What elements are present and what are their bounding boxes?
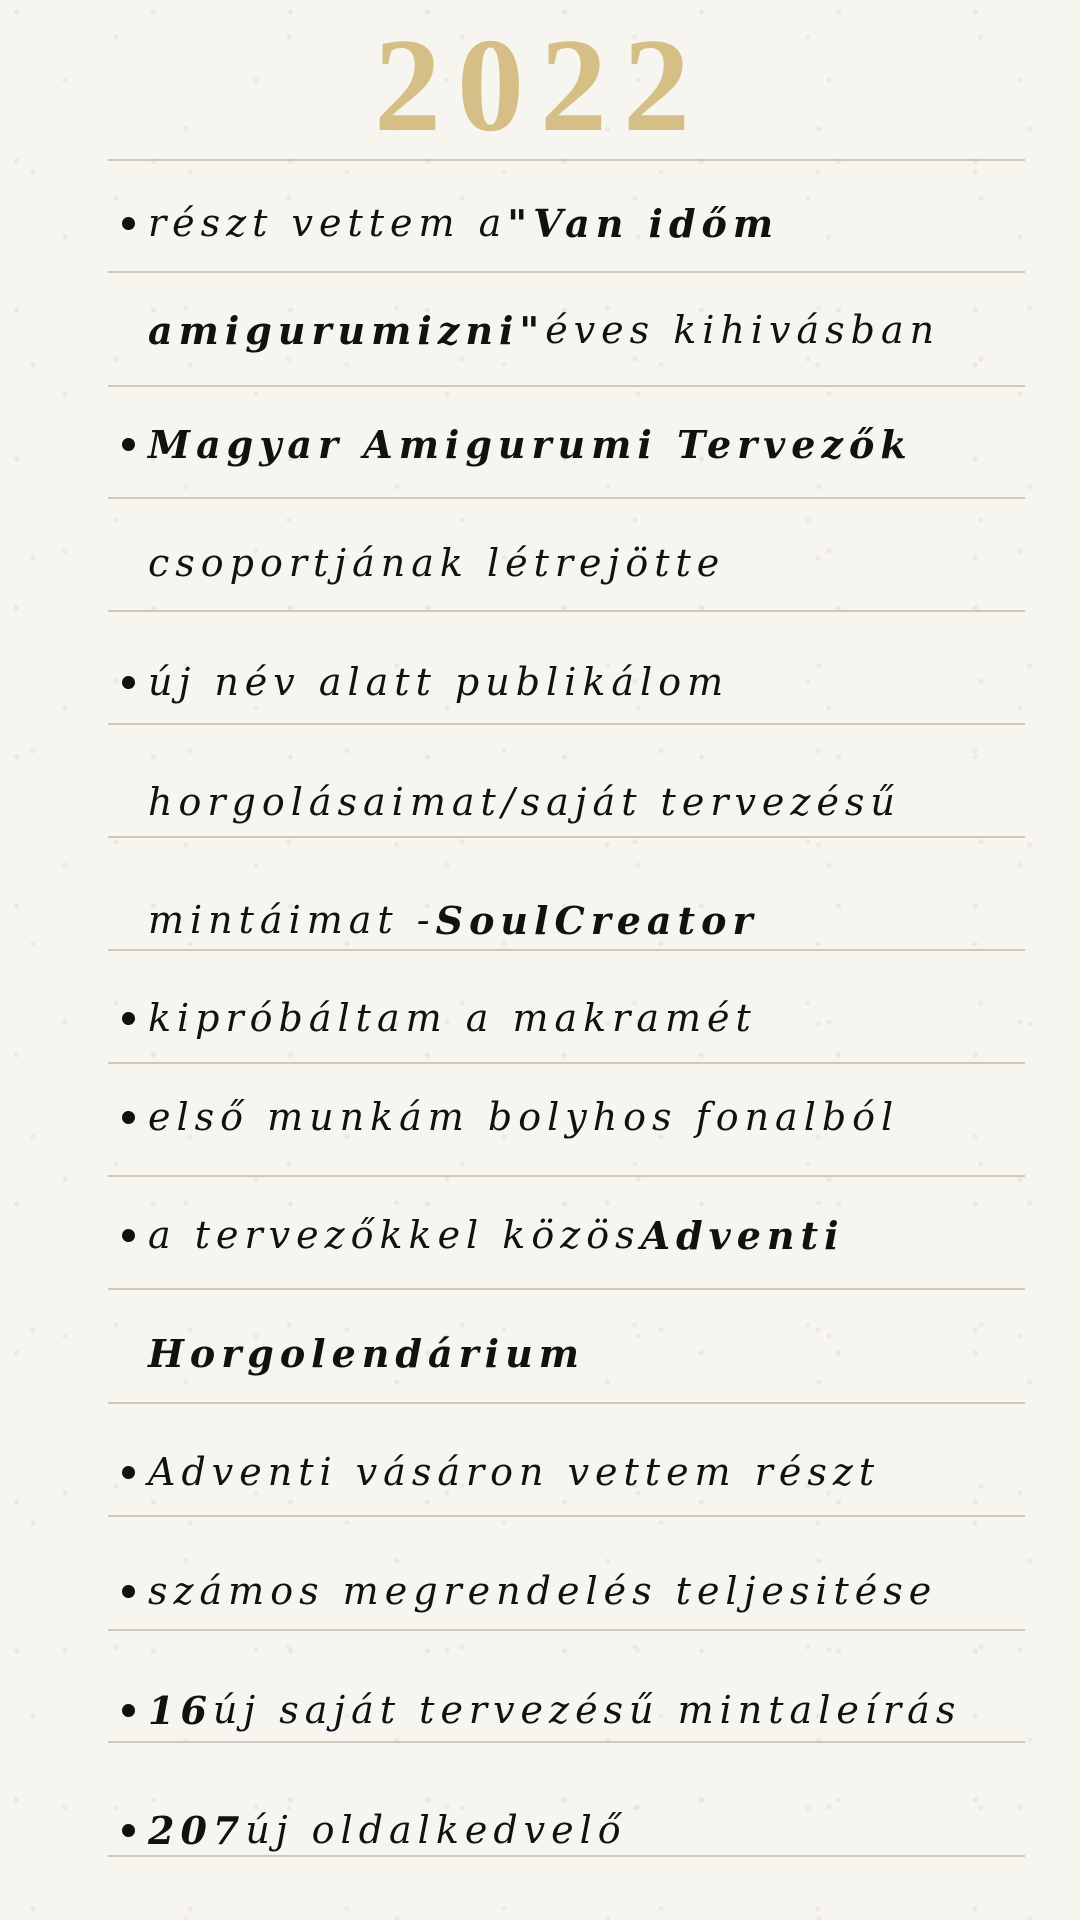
list-item-text: csoportjának létrejötte xyxy=(148,541,726,585)
rule-line xyxy=(108,1515,1025,1517)
list-item-continuation xyxy=(108,533,1025,593)
bullet-icon xyxy=(108,1585,148,1598)
list-item-bold-text: Horgolendárium xyxy=(148,1330,585,1376)
list-item-text: új oldalkedvelő xyxy=(245,1808,627,1852)
bullet-icon xyxy=(108,1704,148,1717)
list-item-text: mintáimat - xyxy=(148,898,436,942)
list-item-text: a tervezőkkel közös xyxy=(148,1213,641,1257)
bullet-icon xyxy=(108,1012,148,1025)
list-item-text: éves kihivásban xyxy=(545,308,941,352)
rule-line xyxy=(108,723,1025,725)
rule-line xyxy=(108,271,1025,273)
list-item xyxy=(108,1800,1025,1860)
list-item-continuation xyxy=(108,1323,1025,1383)
list-item-text: horgolásaimat/saját tervezésű xyxy=(148,780,901,824)
bullet-icon xyxy=(108,676,148,689)
list-item xyxy=(108,1087,1025,1147)
list-item-continuation xyxy=(108,890,1025,950)
list-item xyxy=(108,1680,1025,1740)
rule-line xyxy=(108,1402,1025,1404)
list-item xyxy=(108,988,1025,1048)
bullet-icon xyxy=(108,217,148,230)
list-item-bold-text: Adventi xyxy=(640,1212,845,1258)
list-item-bold-text: 207 xyxy=(148,1807,246,1853)
list-item-continuation xyxy=(108,300,1025,360)
list-item-text: új név alatt publikálom xyxy=(148,660,730,704)
list-item-text: Adventi vásáron vettem részt xyxy=(148,1450,881,1494)
rule-line xyxy=(108,1175,1025,1177)
list-item xyxy=(108,652,1025,712)
list-item xyxy=(108,1561,1025,1621)
rule-line xyxy=(108,159,1025,161)
rule-line xyxy=(108,1062,1025,1064)
list-item-text: első munkám bolyhos fonalból xyxy=(148,1095,900,1139)
list-item-text: új saját tervezésű mintaleírás xyxy=(212,1688,962,1732)
list-item-bold-text: "Van időm xyxy=(507,200,780,246)
rule-line xyxy=(108,610,1025,612)
list-item xyxy=(108,414,1025,474)
bullet-icon xyxy=(108,1466,148,1479)
rule-line xyxy=(108,385,1025,387)
bullet-icon xyxy=(108,1111,148,1124)
list-item-text: kipróbáltam a makramét xyxy=(148,996,757,1040)
list-item-continuation xyxy=(108,772,1025,832)
bullet-icon xyxy=(108,438,148,451)
list-item-bold-text: amigurumizni" xyxy=(148,307,546,353)
rule-line xyxy=(108,836,1025,838)
list-item-text: részt vettem a xyxy=(148,201,508,245)
list-item xyxy=(108,1442,1025,1502)
list-item-text: számos megrendelés teljesitése xyxy=(148,1569,938,1613)
rule-line xyxy=(108,1629,1025,1631)
list-item-bold-text: Magyar Amigurumi Tervezők xyxy=(148,421,913,467)
bullet-icon xyxy=(108,1229,148,1242)
list-item xyxy=(108,193,1025,253)
bullet-icon xyxy=(108,1824,148,1837)
rule-line xyxy=(108,497,1025,499)
rule-line xyxy=(108,1741,1025,1743)
list-item-bold-text: 16 xyxy=(148,1687,213,1733)
list-item-bold-text: SoulCreator xyxy=(435,897,759,943)
list-item xyxy=(108,1205,1025,1265)
page-title: 2022 xyxy=(374,11,706,159)
rule-line xyxy=(108,1288,1025,1290)
